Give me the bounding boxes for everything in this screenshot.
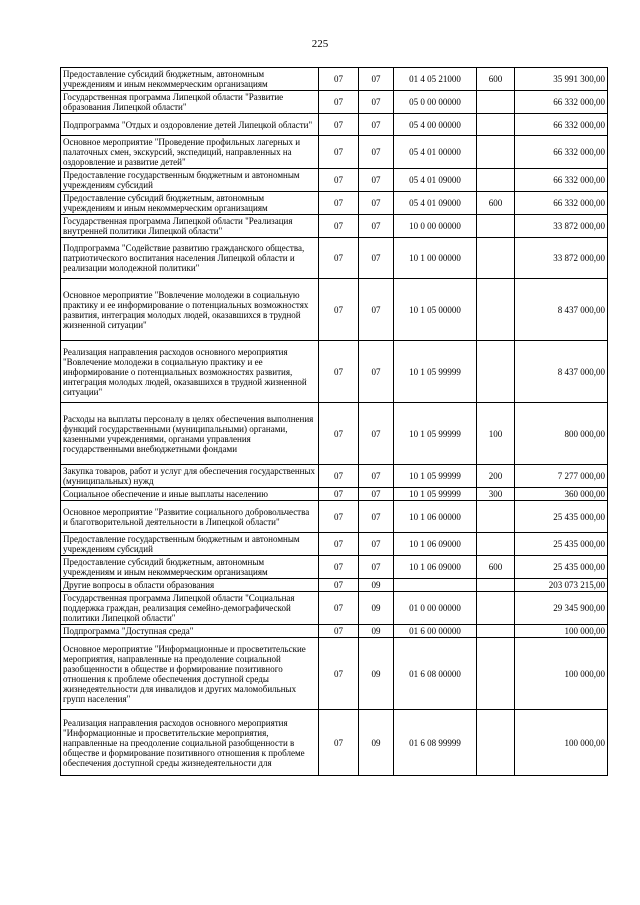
cell-csr: 05 4 01 09000	[394, 169, 477, 192]
cell-vr	[477, 592, 515, 625]
cell-vr	[477, 625, 515, 638]
table-row	[61, 215, 608, 238]
table-row	[61, 465, 608, 488]
cell-razdel: 07	[319, 68, 359, 91]
cell-name: Расходы на выплаты персоналу в целях обеспечения выполнения функций государственными (муниципальными) органами, казенными учреждениями, органами управления государственными внебюджетными фондами	[61, 403, 319, 465]
cell-name: Предоставление субсидий бюджетным, автономным учреждениям и иным некоммерческим организациям	[61, 192, 319, 215]
cell-razdel: 07	[319, 114, 359, 136]
table-row	[61, 279, 608, 341]
cell-vr: 300	[477, 488, 515, 501]
cell-podrazdel: 09	[359, 579, 394, 592]
cell-sum: 8 437 000,00	[515, 279, 608, 341]
table-row	[61, 91, 608, 114]
cell-podrazdel: 09	[359, 592, 394, 625]
cell-vr	[477, 114, 515, 136]
table-row	[61, 501, 608, 533]
cell-razdel: 07	[319, 215, 359, 238]
cell-podrazdel: 07	[359, 192, 394, 215]
cell-csr: 10 1 00 00000	[394, 238, 477, 279]
cell-name: Закупка товаров, работ и услуг для обеспечения государственных (муниципальных) нужд	[61, 465, 319, 488]
cell-podrazdel: 07	[359, 91, 394, 114]
cell-vr: 600	[477, 68, 515, 91]
cell-podrazdel: 07	[359, 238, 394, 279]
table-row	[61, 625, 608, 638]
cell-csr: 10 1 05 99999	[394, 488, 477, 501]
cell-sum: 100 000,00	[515, 625, 608, 638]
cell-razdel: 07	[319, 403, 359, 465]
cell-podrazdel: 07	[359, 279, 394, 341]
cell-sum: 33 872 000,00	[515, 238, 608, 279]
cell-sum: 29 345 900,00	[515, 592, 608, 625]
cell-razdel: 07	[319, 579, 359, 592]
table-row	[61, 403, 608, 465]
cell-podrazdel: 07	[359, 215, 394, 238]
cell-sum: 203 073 215,00	[515, 579, 608, 592]
cell-name: Предоставление государственным бюджетным и автономным учреждениям субсидий	[61, 169, 319, 192]
cell-sum: 800 000,00	[515, 403, 608, 465]
cell-podrazdel: 07	[359, 114, 394, 136]
cell-razdel: 07	[319, 279, 359, 341]
cell-podrazdel: 07	[359, 501, 394, 533]
budget-table	[60, 67, 608, 776]
cell-sum: 66 332 000,00	[515, 192, 608, 215]
cell-sum: 35 991 300,00	[515, 68, 608, 91]
cell-csr: 05 4 01 09000	[394, 192, 477, 215]
cell-vr	[477, 579, 515, 592]
cell-podrazdel: 09	[359, 710, 394, 776]
cell-vr	[477, 710, 515, 776]
table-row	[61, 169, 608, 192]
cell-sum: 100 000,00	[515, 710, 608, 776]
cell-name: Государственная программа Липецкой области "Развитие образования Липецкой области"	[61, 91, 319, 114]
cell-razdel: 07	[319, 488, 359, 501]
cell-name: Основное мероприятие "Проведение профильных лагерных и палаточных смен, экскурсий, экспедиций, направленных на оздоровление и развитие детей"	[61, 136, 319, 169]
cell-podrazdel: 09	[359, 638, 394, 710]
cell-csr: 10 1 06 00000	[394, 501, 477, 533]
cell-vr	[477, 136, 515, 169]
budget-table-body	[61, 68, 608, 776]
cell-vr	[477, 341, 515, 403]
cell-razdel: 07	[319, 169, 359, 192]
cell-csr: 01 4 05 21000	[394, 68, 477, 91]
table-row	[61, 592, 608, 625]
cell-csr: 01 6 08 99999	[394, 710, 477, 776]
cell-podrazdel: 07	[359, 136, 394, 169]
cell-razdel: 07	[319, 136, 359, 169]
table-row	[61, 114, 608, 136]
cell-sum: 66 332 000,00	[515, 136, 608, 169]
cell-vr	[477, 501, 515, 533]
table-row	[61, 488, 608, 501]
cell-name: Основное мероприятие "Вовлечение молодежи в социальную практику и ее информирование о потенциальных возможностях развития, интеграция молодых людей, оказавшихся в трудной жизненной ситуации"	[61, 279, 319, 341]
cell-sum: 66 332 000,00	[515, 169, 608, 192]
cell-name: Предоставление субсидий бюджетным, автономным учреждениям и иным некоммерческим организациям	[61, 556, 319, 579]
cell-podrazdel: 07	[359, 403, 394, 465]
cell-razdel: 07	[319, 192, 359, 215]
cell-csr: 05 4 00 00000	[394, 114, 477, 136]
cell-name: Реализация направления расходов основного мероприятия "Вовлечение молодежи в социальную практику и ее информирование о потенциальных возможностях развития, интеграция молодых людей, оказавшихся в трудной жизненной ситуации"	[61, 341, 319, 403]
cell-podrazdel: 07	[359, 465, 394, 488]
cell-sum: 66 332 000,00	[515, 114, 608, 136]
cell-sum: 7 277 000,00	[515, 465, 608, 488]
cell-vr	[477, 279, 515, 341]
cell-podrazdel: 07	[359, 341, 394, 403]
table-row	[61, 68, 608, 91]
cell-vr: 600	[477, 192, 515, 215]
cell-vr	[477, 533, 515, 556]
cell-razdel: 07	[319, 533, 359, 556]
cell-vr: 100	[477, 403, 515, 465]
cell-razdel: 07	[319, 638, 359, 710]
cell-name: Основное мероприятие "Развитие социального добровольчества и благотворительной деятельности в Липецкой области"	[61, 501, 319, 533]
cell-vr	[477, 91, 515, 114]
cell-sum: 66 332 000,00	[515, 91, 608, 114]
table-row	[61, 341, 608, 403]
cell-vr	[477, 169, 515, 192]
table-row	[61, 533, 608, 556]
cell-podrazdel: 07	[359, 556, 394, 579]
cell-csr: 10 1 06 09000	[394, 556, 477, 579]
cell-vr: 200	[477, 465, 515, 488]
cell-csr: 05 0 00 00000	[394, 91, 477, 114]
cell-razdel: 07	[319, 465, 359, 488]
cell-vr	[477, 638, 515, 710]
cell-podrazdel: 09	[359, 625, 394, 638]
cell-razdel: 07	[319, 501, 359, 533]
table-row	[61, 556, 608, 579]
cell-podrazdel: 07	[359, 533, 394, 556]
cell-name: Подпрограмма "Отдых и оздоровление детей Липецкой области"	[61, 114, 319, 136]
table-row	[61, 238, 608, 279]
cell-sum: 100 000,00	[515, 638, 608, 710]
cell-podrazdel: 07	[359, 169, 394, 192]
cell-csr	[394, 579, 477, 592]
cell-podrazdel: 07	[359, 488, 394, 501]
cell-sum: 25 435 000,00	[515, 501, 608, 533]
cell-razdel: 07	[319, 238, 359, 279]
cell-csr: 10 1 05 99999	[394, 465, 477, 488]
table-row	[61, 192, 608, 215]
cell-name: Предоставление субсидий бюджетным, автономным учреждениям и иным некоммерческим организациям	[61, 68, 319, 91]
cell-name: Реализация направления расходов основного мероприятия "Информационные и просветительские мероприятия, направленные на преодоление социальной разобщенности в обществе и формирование позитивного отношения к проблеме обеспечения доступной среды жизнедеятельности для	[61, 710, 319, 776]
table-row	[61, 638, 608, 710]
cell-sum: 25 435 000,00	[515, 533, 608, 556]
cell-csr: 10 1 06 09000	[394, 533, 477, 556]
cell-csr: 05 4 01 00000	[394, 136, 477, 169]
cell-razdel: 07	[319, 710, 359, 776]
cell-name: Основное мероприятие "Информационные и просветительские мероприятия, направленные на преодоление социальной разобщенности в обществе и формирование позитивного отношения к проблеме обеспечения доступной среды жизнедеятельности для инвалидов и других маломобильных групп населения"	[61, 638, 319, 710]
cell-csr: 10 1 05 99999	[394, 341, 477, 403]
cell-csr: 10 0 00 00000	[394, 215, 477, 238]
cell-sum: 25 435 000,00	[515, 556, 608, 579]
cell-name: Государственная программа Липецкой области "Реализация внутренней политики Липецкой области"	[61, 215, 319, 238]
cell-csr: 10 1 05 00000	[394, 279, 477, 341]
cell-sum: 360 000,00	[515, 488, 608, 501]
cell-razdel: 07	[319, 91, 359, 114]
cell-razdel: 07	[319, 625, 359, 638]
cell-name: Подпрограмма "Содействие развитию гражданского общества, патриотического воспитания населения Липецкой области и реализации молодежной политики"	[61, 238, 319, 279]
cell-csr: 10 1 05 99999	[394, 403, 477, 465]
table-row	[61, 136, 608, 169]
cell-name: Другие вопросы в области образования	[61, 579, 319, 592]
table-row	[61, 710, 608, 776]
cell-podrazdel: 07	[359, 68, 394, 91]
cell-razdel: 07	[319, 556, 359, 579]
cell-csr: 01 6 08 00000	[394, 638, 477, 710]
cell-csr: 01 6 00 00000	[394, 625, 477, 638]
cell-name: Предоставление государственным бюджетным и автономным учреждениям субсидий	[61, 533, 319, 556]
cell-sum: 8 437 000,00	[515, 341, 608, 403]
cell-vr: 600	[477, 556, 515, 579]
page-number: 225	[311, 38, 329, 50]
table-row	[61, 579, 608, 592]
cell-razdel: 07	[319, 592, 359, 625]
cell-sum: 33 872 000,00	[515, 215, 608, 238]
cell-name: Подпрограмма "Доступная среда"	[61, 625, 319, 638]
cell-csr: 01 0 00 00000	[394, 592, 477, 625]
cell-name: Государственная программа Липецкой области "Социальная поддержка граждан, реализация семейно-демографической политики Липецкой области"	[61, 592, 319, 625]
cell-vr	[477, 238, 515, 279]
cell-name: Социальное обеспечение и иные выплаты населению	[61, 488, 319, 501]
cell-razdel: 07	[319, 341, 359, 403]
cell-vr	[477, 215, 515, 238]
